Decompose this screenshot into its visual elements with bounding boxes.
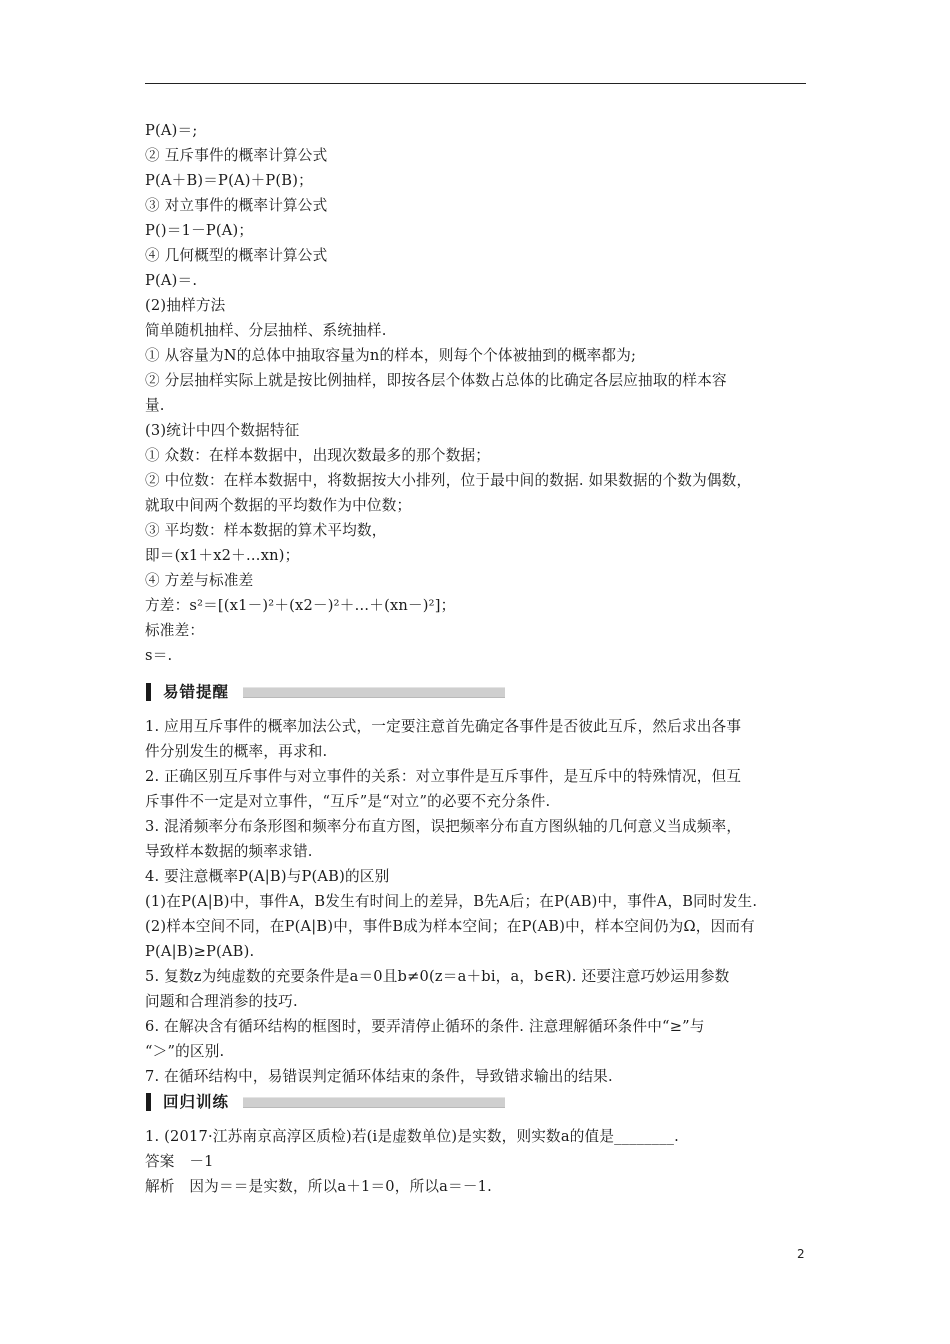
text-line: 4. 要注意概率P(A|B)与P(AB)的区别 (145, 868, 390, 885)
text-line: (2)抽样方法 (145, 297, 226, 314)
text-line: 简单随机抽样、分层抽样、系统抽样. (145, 322, 387, 339)
text-line: s＝. (145, 647, 173, 664)
text-line: ② 互斥事件的概率计算公式 (145, 147, 328, 164)
text-line: 件分别发生的概率，再求和. (145, 743, 328, 760)
section-title: 易错提醒 (163, 682, 230, 701)
text-line: P()＝1－P(A)； (145, 222, 254, 239)
text-line: 导致样本数据的频率求错. (145, 843, 313, 860)
text-line: (3)统计中四个数据特征 (145, 422, 300, 439)
text-line: 方差：s²＝[(x1－)²＋(x2－)²＋…＋(xn－)²]； (145, 597, 456, 614)
text-line: ③ 对立事件的概率计算公式 (145, 197, 328, 214)
section-heading-errors (145, 679, 810, 705)
text-line: 6. 在解决含有循环结构的框图时，要弄清停止循环的条件. 注意理解循环条件中“≥”与 (145, 1018, 705, 1035)
text-line: ① 众数：在样本数据中，出现次数最多的那个数据； (145, 447, 491, 464)
text-line: P(A)＝. (145, 272, 198, 289)
question-line: 1. (2017·江苏南京高淳区质检)若(i是虚数单位)是实数，则实数a的值是________. (145, 1128, 679, 1145)
text-line: ② 分层抽样实际上就是按比例抽样，即按各层个体数占总体的比确定各层应抽取的样本容 (145, 372, 727, 389)
page-content (145, 118, 810, 1199)
review-block (145, 1124, 810, 1199)
text-line: (2)样本空间不同，在P(A|B)中，事件B成为样本空间；在P(AB)中，样本空间仍为Ω，因而有 (145, 918, 755, 935)
page-number: 2 (797, 1247, 805, 1261)
text-line: 斥事件不一定是对立事件，“互斥”是“对立”的必要不充分条件. (145, 793, 551, 810)
section-heading-review (145, 1089, 810, 1115)
text-line: ② 中位数：在样本数据中，将数据按大小排列，位于最中间的数据. 如果数据的个数为偶数， (145, 472, 752, 489)
text-line: 问题和合理消参的技巧. (145, 993, 298, 1010)
header-rule (145, 83, 806, 84)
text-line: 3. 混淆频率分布条形图和频率分布直方图，误把频率分布直方图纵轴的几何意义当成频率， (145, 818, 742, 835)
text-line: ① 从容量为N的总体中抽取容量为n的样本，则每个个体被抽到的概率都为; (145, 347, 637, 364)
answer-line: 答案 －1 (145, 1153, 214, 1170)
text-line: 2. 正确区别互斥事件与对立事件的关系：对立事件是互斥事件，是互斥中的特殊情况，但互 (145, 768, 742, 785)
heading-bar-icon (146, 1093, 151, 1111)
text-line: 即＝(x1＋x2＋…xn)； (145, 547, 300, 564)
text-line: “＞”的区别. (145, 1043, 225, 1060)
text-line: P(A)＝; (145, 122, 198, 139)
text-line: P(A|B)≥P(AB). (145, 943, 255, 960)
heading-stripe (243, 687, 505, 698)
heading-stripe (243, 1097, 505, 1108)
text-line: 标准差： (145, 622, 205, 639)
errors-block (145, 714, 810, 1089)
text-line: 1. 应用互斥事件的概率加法公式，一定要注意首先确定各事件是否彼此互斥，然后求出各事 (145, 718, 742, 735)
text-line: ③ 平均数：样本数据的算术平均数， (145, 522, 387, 539)
text-line: ④ 方差与标准差 (145, 572, 254, 589)
text-line: 7. 在循环结构中，易错误判定循环体结束的条件，导致错求输出的结果. (145, 1068, 613, 1085)
section-title: 回归训练 (163, 1092, 230, 1111)
text-line: 就取中间两个数据的平均数作为中位数； (145, 497, 412, 514)
text-line: 量. (145, 397, 165, 414)
text-line: ④ 几何概型的概率计算公式 (145, 247, 328, 264)
text-line: (1)在P(A|B)中，事件A，B发生有时间上的差异，B先A后；在P(AB)中，事件A，B同时发生. (145, 893, 758, 910)
text-line: 5. 复数z为纯虚数的充要条件是a＝0且b≠0(z＝a＋bi，a，b∈R). 还要注意巧妙运用参数 (145, 968, 730, 985)
text-line: P(A＋B)＝P(A)＋P(B)； (145, 172, 313, 189)
formula-block (145, 118, 810, 668)
heading-bar-icon (146, 683, 151, 701)
analysis-line: 解析 因为＝＝是实数，所以a＋1＝0，所以a＝－1. (145, 1178, 492, 1195)
